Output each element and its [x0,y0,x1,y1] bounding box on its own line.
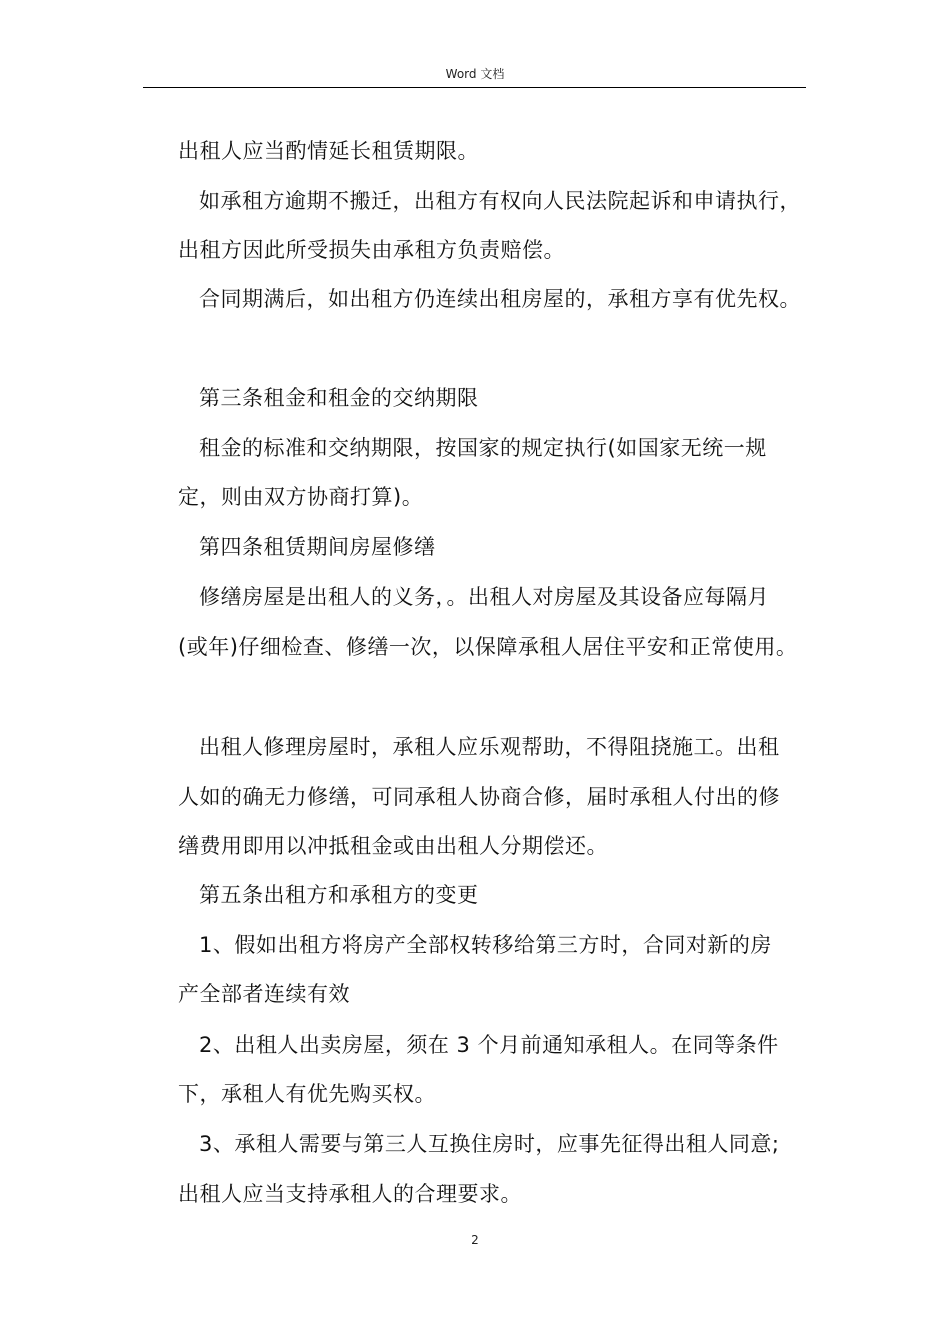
paragraph-line: 如承租方逾期不搬迁，出租方有权向人民法院起诉和申请执行， [199,189,801,213]
page-header-title: Word 文档 [445,67,505,81]
section-heading: 第四条租赁期间房屋修缮 [199,535,436,559]
paragraph-line: 2、出租人出卖房屋，须在 3 个月前通知承租人。在同等条件 [199,1033,779,1057]
paragraph-line: 人如的确无力修缮，可同承租人协商合修，届时承租人付出的修 [178,785,780,809]
page-number: 2 [471,1233,479,1247]
paragraph-line: 缮费用即用以冲抵租金或由出租人分期偿还。 [178,834,608,858]
paragraph-line: 合同期满后，如出租方仍连续出租房屋的，承租方享有优先权。 [199,287,801,311]
section-heading: 第三条租金和租金的交纳期限 [199,386,479,410]
paragraph-line: 修缮房屋是出租人的义务，。出租人对房屋及其设备应每隔月 [199,585,769,609]
paragraph-line: 出租人应当酌情延长租赁期限。 [178,139,479,163]
paragraph-line: 租金的标准和交纳期限，按国家的规定执行(如国家无统一规 [199,436,767,460]
header-divider [143,87,806,88]
paragraph-line: 下，承租人有优先购买权。 [178,1082,436,1106]
section-heading: 第五条出租方和承租方的变更 [199,883,479,907]
paragraph-line: (或年)仔细检查、修缮一次，以保障承租人居住平安和正常使用。 [178,635,798,659]
paragraph-line: 出租人应当支持承租人的合理要求。 [178,1182,522,1206]
paragraph-line: 出租人修理房屋时，承租人应乐观帮助，不得阻挠施工。出租 [199,735,780,759]
paragraph-line: 定，则由双方协商打算)。 [178,485,424,509]
paragraph-line: 出租方因此所受损失由承租方负责赔偿。 [178,238,565,262]
paragraph-line: 1、假如出租方将房产全部权转移给第三方时，合同对新的房 [199,933,772,957]
paragraph-line: 3、承租人需要与第三人互换住房时，应事先征得出租人同意; [199,1132,780,1156]
paragraph-line: 产全部者连续有效 [178,982,350,1006]
